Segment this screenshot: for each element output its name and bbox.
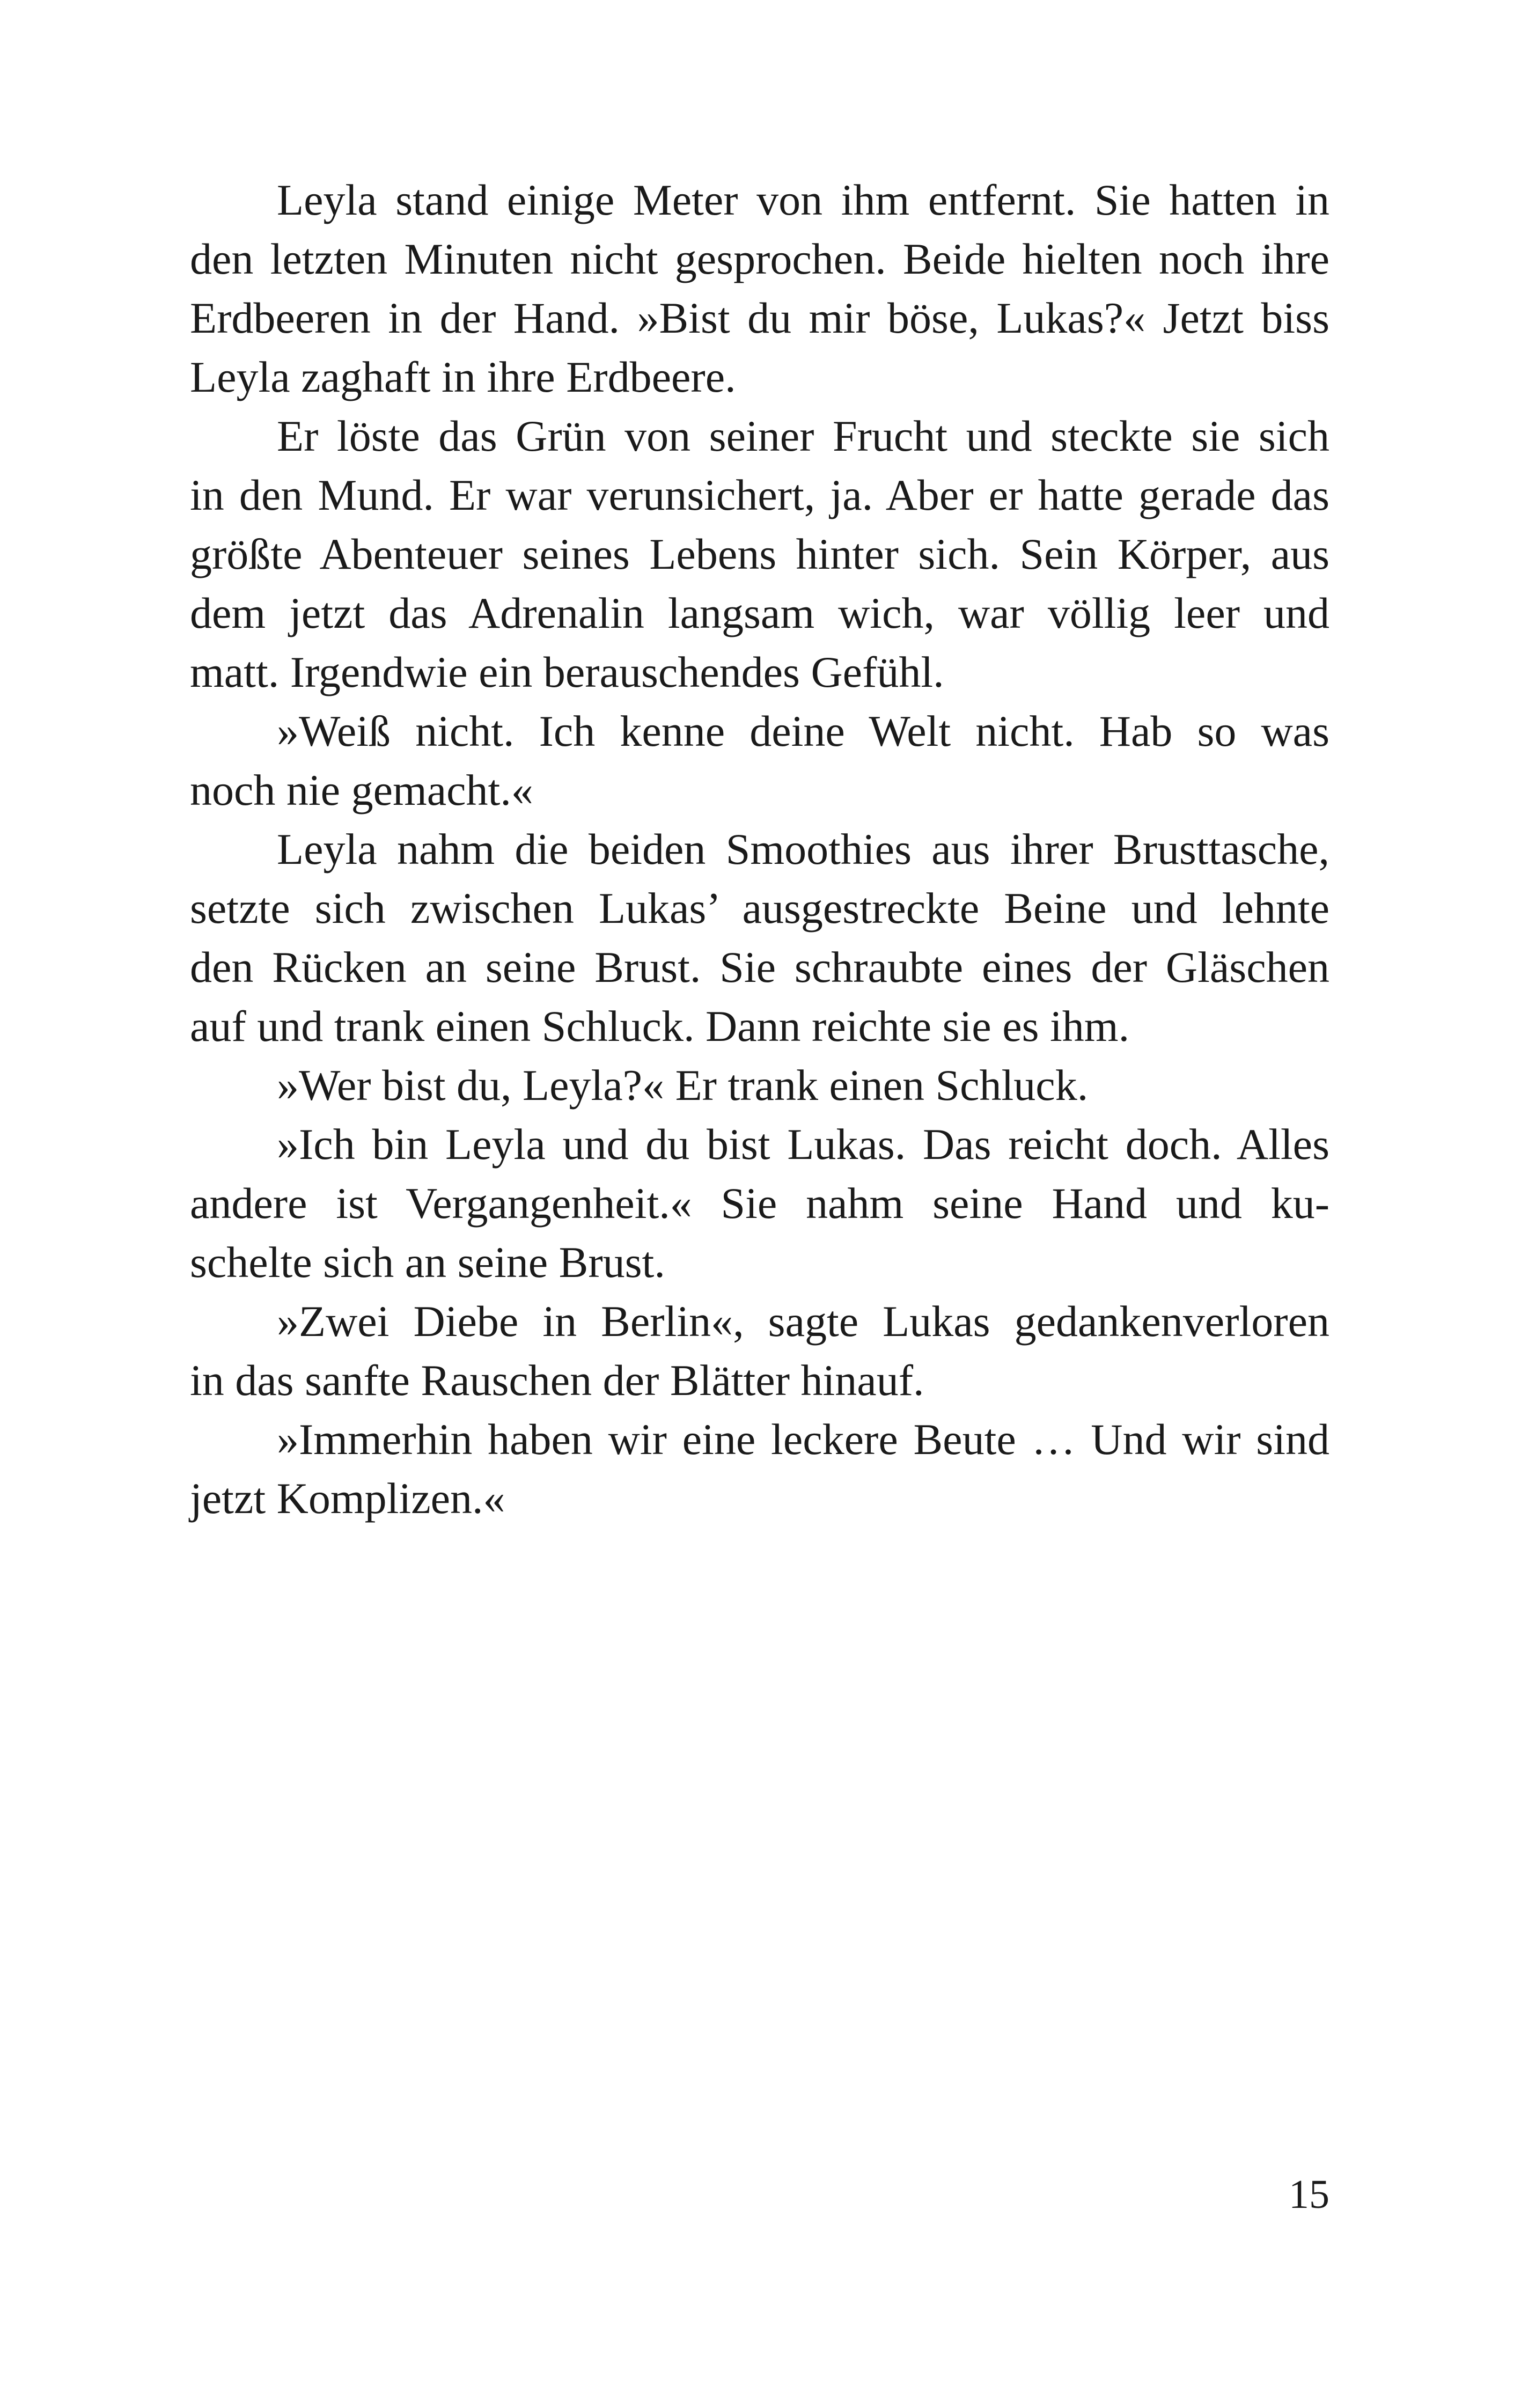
body-text <box>190 171 1329 1528</box>
text-line: setzte sich zwischen Lukas’ ausgestreckte Beine und lehnte <box>190 884 1329 933</box>
text-line: auf und trank einen Schluck. Dann reichte sie es ihm. <box>190 1002 1130 1051</box>
text-line: Erdbeeren in der Hand. »Bist du mir böse, Lukas?« Jetzt biss <box>190 293 1329 342</box>
text-line: Leyla stand einige Meter von ihm entfernt. Sie hatten in <box>277 175 1329 224</box>
text-line: »Zwei Diebe in Berlin«, sagte Lukas gedankenverloren <box>277 1297 1329 1346</box>
text-line: in den Mund. Er war verunsichert, ja. Aber er hatte gerade das <box>190 471 1329 519</box>
text-line: noch nie gemacht.« <box>190 766 533 814</box>
text-line: Leyla nahm die beiden Smoothies aus ihrer Brusttasche, <box>277 825 1329 873</box>
text-line: »Weiß nicht. Ich kenne deine Welt nicht. Hab so was <box>277 707 1329 755</box>
text-line: in das sanfte Rauschen der Blätter hinauf. <box>190 1356 924 1405</box>
text-line: jetzt Komplizen.« <box>190 1474 505 1523</box>
text-line: andere ist Vergangenheit.« Sie nahm seine Hand und ku- <box>190 1179 1329 1228</box>
page-number: 15 <box>1289 2172 1329 2217</box>
text-line: »Ich bin Leyla und du bist Lukas. Das reicht doch. Alles <box>277 1120 1329 1169</box>
text-line: größte Abenteuer seines Lebens hinter sich. Sein Körper, aus <box>190 530 1329 578</box>
text-line: »Wer bist du, Leyla?« Er trank einen Schluck. <box>277 1061 1089 1110</box>
text-line: Leyla zaghaft in ihre Erdbeere. <box>190 353 736 401</box>
text-line: den Rücken an seine Brust. Sie schraubte eines der Gläschen <box>190 943 1329 992</box>
text-line: matt. Irgendwie ein berauschendes Gefühl. <box>190 648 944 696</box>
text-line: schelte sich an seine Brust. <box>190 1238 665 1287</box>
text-line: den letzten Minuten nicht gesprochen. Beide hielten noch ihre <box>190 234 1329 283</box>
text-line: »Immerhin haben wir eine leckere Beute … Und wir sind <box>277 1415 1329 1464</box>
text-line: dem jetzt das Adrenalin langsam wich, war völlig leer und <box>190 589 1329 637</box>
text-line: Er löste das Grün von seiner Frucht und steckte sie sich <box>277 412 1329 460</box>
